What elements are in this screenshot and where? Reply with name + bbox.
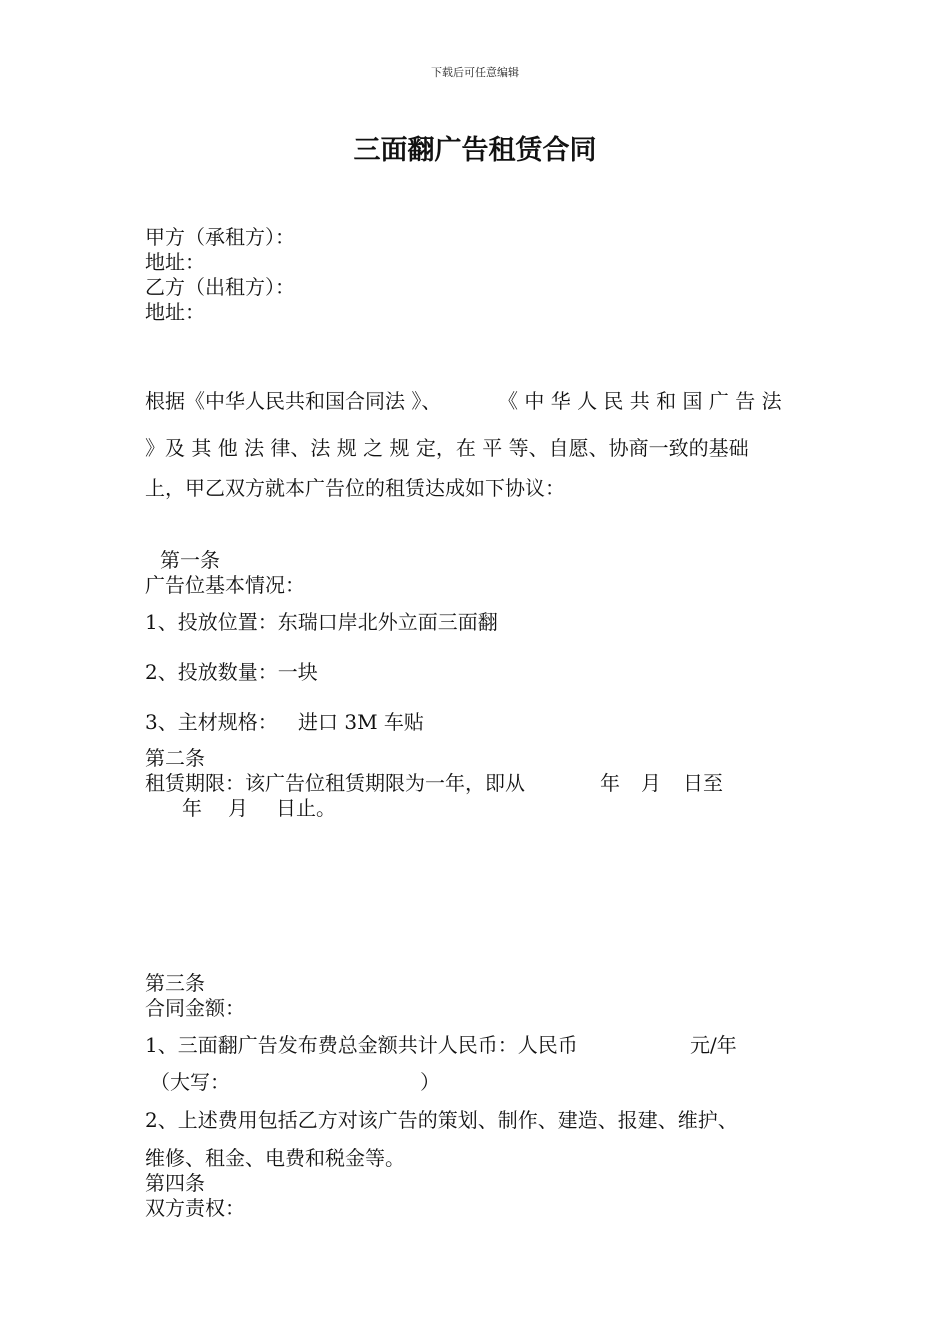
header-note: 下载后可任意编辑	[431, 66, 519, 79]
article-3-capital-close: ）	[420, 1070, 440, 1094]
article-2-start-month: 月	[641, 771, 661, 795]
preamble-line-1-right: 《 中 华 人 民 共 和 国 广 告 法	[498, 389, 782, 413]
article-3-subtitle: 合同金额：	[145, 996, 245, 1020]
article-2-end-month: 月	[228, 796, 248, 820]
article-2-end-year: 年	[182, 796, 202, 820]
party-b-label: 乙方（出租方）：	[145, 275, 295, 299]
party-a-address-label: 地址：	[145, 250, 205, 274]
article-1-item-1: 1、投放位置：东瑞口岸北外立面三面翻	[145, 610, 498, 634]
article-3-item-2-line-1: 2、上述费用包括乙方对该广告的策划、制作、建造、报建、维护、	[145, 1108, 738, 1132]
article-2-term-text: 租赁期限：该广告位租赁期限为一年，即从	[145, 771, 525, 795]
preamble-line-1-left: 根据《中华人民共和国合同法 》、	[145, 389, 442, 413]
article-2-start-year: 年	[600, 771, 620, 795]
party-a-label: 甲方（承租方）：	[145, 225, 295, 249]
article-3-item-1-text: 1、三面翻广告发布费总金额共计人民币：人民币	[145, 1033, 578, 1057]
article-4-heading: 第四条	[145, 1171, 205, 1195]
article-1-subtitle: 广告位基本情况：	[145, 573, 305, 597]
party-b-address-label: 地址：	[145, 300, 205, 324]
article-3-capital-open: （大写：	[150, 1070, 230, 1094]
article-1-item-3-label: 3、主材规格：	[145, 710, 278, 734]
page-title: 三面翻广告租赁合同	[353, 135, 597, 166]
preamble-line-3: 上，甲乙双方就本广告位的租赁达成如下协议：	[145, 476, 565, 500]
article-3-item-2-line-2: 维修、租金、电费和税金等。	[145, 1146, 405, 1170]
article-4-subtitle: 双方责权：	[145, 1196, 245, 1220]
article-1-item-3-value: 进口 3M 车贴	[298, 710, 424, 734]
article-1-heading: 第一条	[160, 548, 220, 572]
article-1-item-2: 2、投放数量：一块	[145, 660, 318, 684]
article-2-start-day: 日至	[683, 771, 723, 795]
article-2-end-day: 日止。	[276, 796, 336, 820]
article-2-heading: 第二条	[145, 746, 205, 770]
article-3-item-1-unit: 元/年	[690, 1033, 737, 1057]
preamble-line-2: 》及 其 他 法 律、法 规 之 规 定，在 平 等、自愿、协商一致的基础	[145, 436, 749, 460]
article-3-heading: 第三条	[145, 971, 205, 995]
